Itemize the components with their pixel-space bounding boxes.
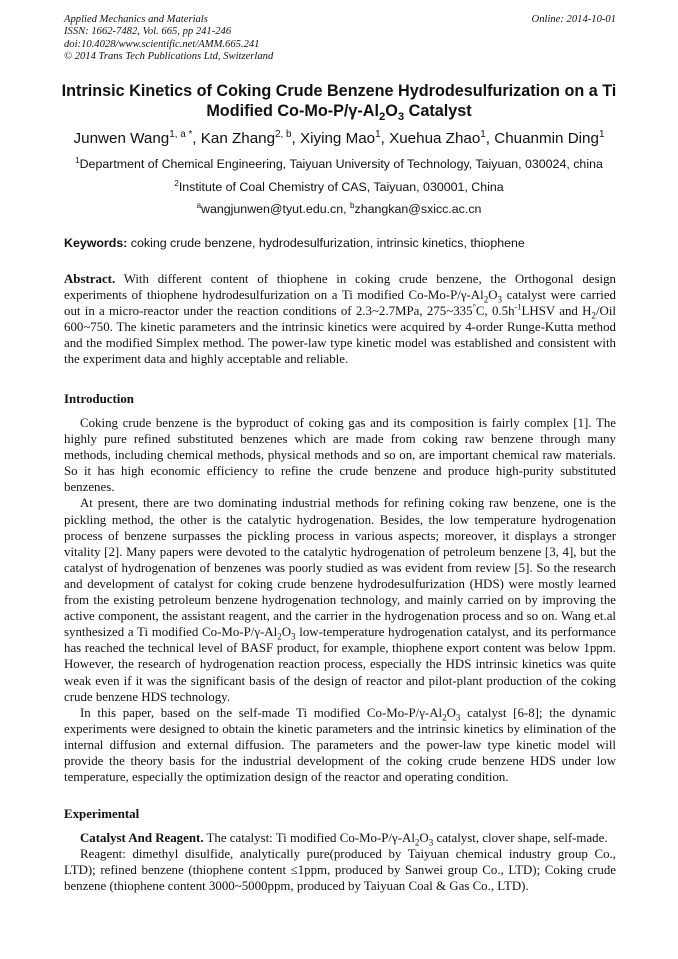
keywords-text: coking crude benzene, hydrodesulfurization, intrinsic kinetics, thiophene [127,236,525,250]
intro-paragraph-1: Coking crude benzene is the byproduct of coking gas and its composition is fairly complex [1]. The highly pure refined substituted benzenes which are made from coking raw benzene through many methods, including chemical methods, physical methods and so on, are important chemical raw materials. So it has high economic efficiency to refine the crude benzene and produce high-purity substituted benzenes. [64,416,616,495]
journal-header [64,14,616,64]
paper-title [40,81,638,124]
experimental-body [64,830,616,894]
author-list [0,129,678,149]
introduction-heading: Introduction [64,392,134,406]
affiliation-2: $^2$Institute of Coal Chemistry of CAS, Taiyuan, 030001, China [174,178,504,194]
author: Xuehua Zhao$^1$, [389,128,495,147]
title-line-2: Modified $Co-Mo-P/\gamma-Al_2O_3$ Catalyst [206,102,472,124]
author-emails: $^a$wangjunwen@tyut.edu.cn, $^b$zhangkan@sxicc.ac.cn [196,200,482,216]
online-date: Online: 2014-10-01 [531,14,616,25]
intro-paragraph-3: In this paper, based on the self-made Ti modified $Co-Mo-P/\gamma-Al_2O_3$ catalyst [6-8]; the dynamic experiments were designed to obtain the kinetic parameters and the intrinsic kinetics by elimination of the internal diffusion and external diffusion. The parameters and the power-law type kinetic model will provide the theory basis for the industrial development of the coking crude benzene HDS under low temperature, especially the optimization design of the reactor and operating condition. [64,705,617,785]
affiliation-1: $^1$Department of Chemical Engineering, Taiyuan University of Technology, Taiyuan, 030024, china [75,155,603,171]
doi-line: doi:10.4028/www.scientific.net/AMM.665.241 [64,38,260,50]
abstract: Abstract. With different content of thiophene in coking crude benzene, the Orthogonal design experiments of thiophene hydrodesulfurization on a Ti modified $Co-Mo-P/\gamma-Al_2O_3$ catalyst were carried out in a micro-reactor under the reaction conditions of 2.3~2.7MPa, 275~335°C, $0.5h^{-1}LHSV$ and $H_2$/Oil 600~750. The kinetic parameters and the intrinsic kinetics were acquired by 4-order Runge-Kutta method and the modified Simplex method. The power-law type kinetic model was established and consistent with the experiment data and highly acceptable and reliable. [64,272,616,367]
title-line-1: Intrinsic Kinetics of Coking Crude Benzene Hydrodesulfurization on a Ti [61,82,617,100]
abstract-label: Abstract. [64,272,116,286]
author: Kan Zhang$^{2, b}$, [200,128,300,147]
author: Xiying Mao$^1$, [300,128,390,147]
author: Junwen Wang$^{1, a *}$, [73,128,201,147]
keywords [64,235,616,251]
experimental-heading: Experimental [64,807,140,821]
introduction-body [64,415,616,785]
catalyst-paragraph: Catalyst And Reagent. The catalyst: Ti modified $Co-Mo-P/\gamma-Al_2O_3$ catalyst, clover shape, self-made. [80,831,608,848]
intro-paragraph-2: At present, there are two dominating industrial methods for refining coking raw benzene, one is the pickling method, the other is the catalytic hydrogenation. Besides, the low temperature hydrogenation process of benzene surpasses the pickling process in various aspects; moreover, it displays a stronger vitality [2]. Many papers were devoted to the catalytic hydrogenation of petroleum benzene [3, 4], but the catalyst of hydrogenation of benzenes was poorly studied as was evident from review [5]. So the research and development of catalyst for coking crude benzene hydrodesulfurization (HDS) were mostly learned from the existing petroleum benzene hydrogenation technology, and mainly carried on by improving the active component, the assistant reagent, and the carrier in the hydrogenation process and so on. Wang et.al synthesized a Ti modified $Co-Mo-P/\gamma-Al_2O_3$ low-temperature hydrogenation catalyst, and its performance has reached the technical level of BASF product, for example, thiophene export content was below 1ppm. However, the research of hydrogenation reaction process, especially the HDS intrinsic kinetics was quite weak even if it was the significant basis of the design of reactor and pilot-plant production of the coking crude benzene HDS technology. [64,496,616,704]
journal-name: Applied Mechanics and Materials [64,14,208,25]
author: Chuanmin Ding$^1$ [494,128,605,147]
catalyst-label: Catalyst And Reagent. [80,831,204,845]
reagent-paragraph: Reagent: dimethyl disulfide, analytically pure(produced by Taiyuan chemical industry group Co., LTD); refined benzene (thiophene content ≤1ppm, produced by Sanwei group Co., LTD); Coking crude benzene (thiophene content 3000~5000ppm, produced by Taiyuan Coal & Gas Co., LTD). [64,847,616,894]
copyright-line: © 2014 Trans Tech Publications Ltd, Switzerland [64,51,274,63]
issn-line: ISSN: 1662-7482, Vol. 665, pp 241-246 [64,26,232,38]
keywords-label: Keywords: [64,236,128,250]
